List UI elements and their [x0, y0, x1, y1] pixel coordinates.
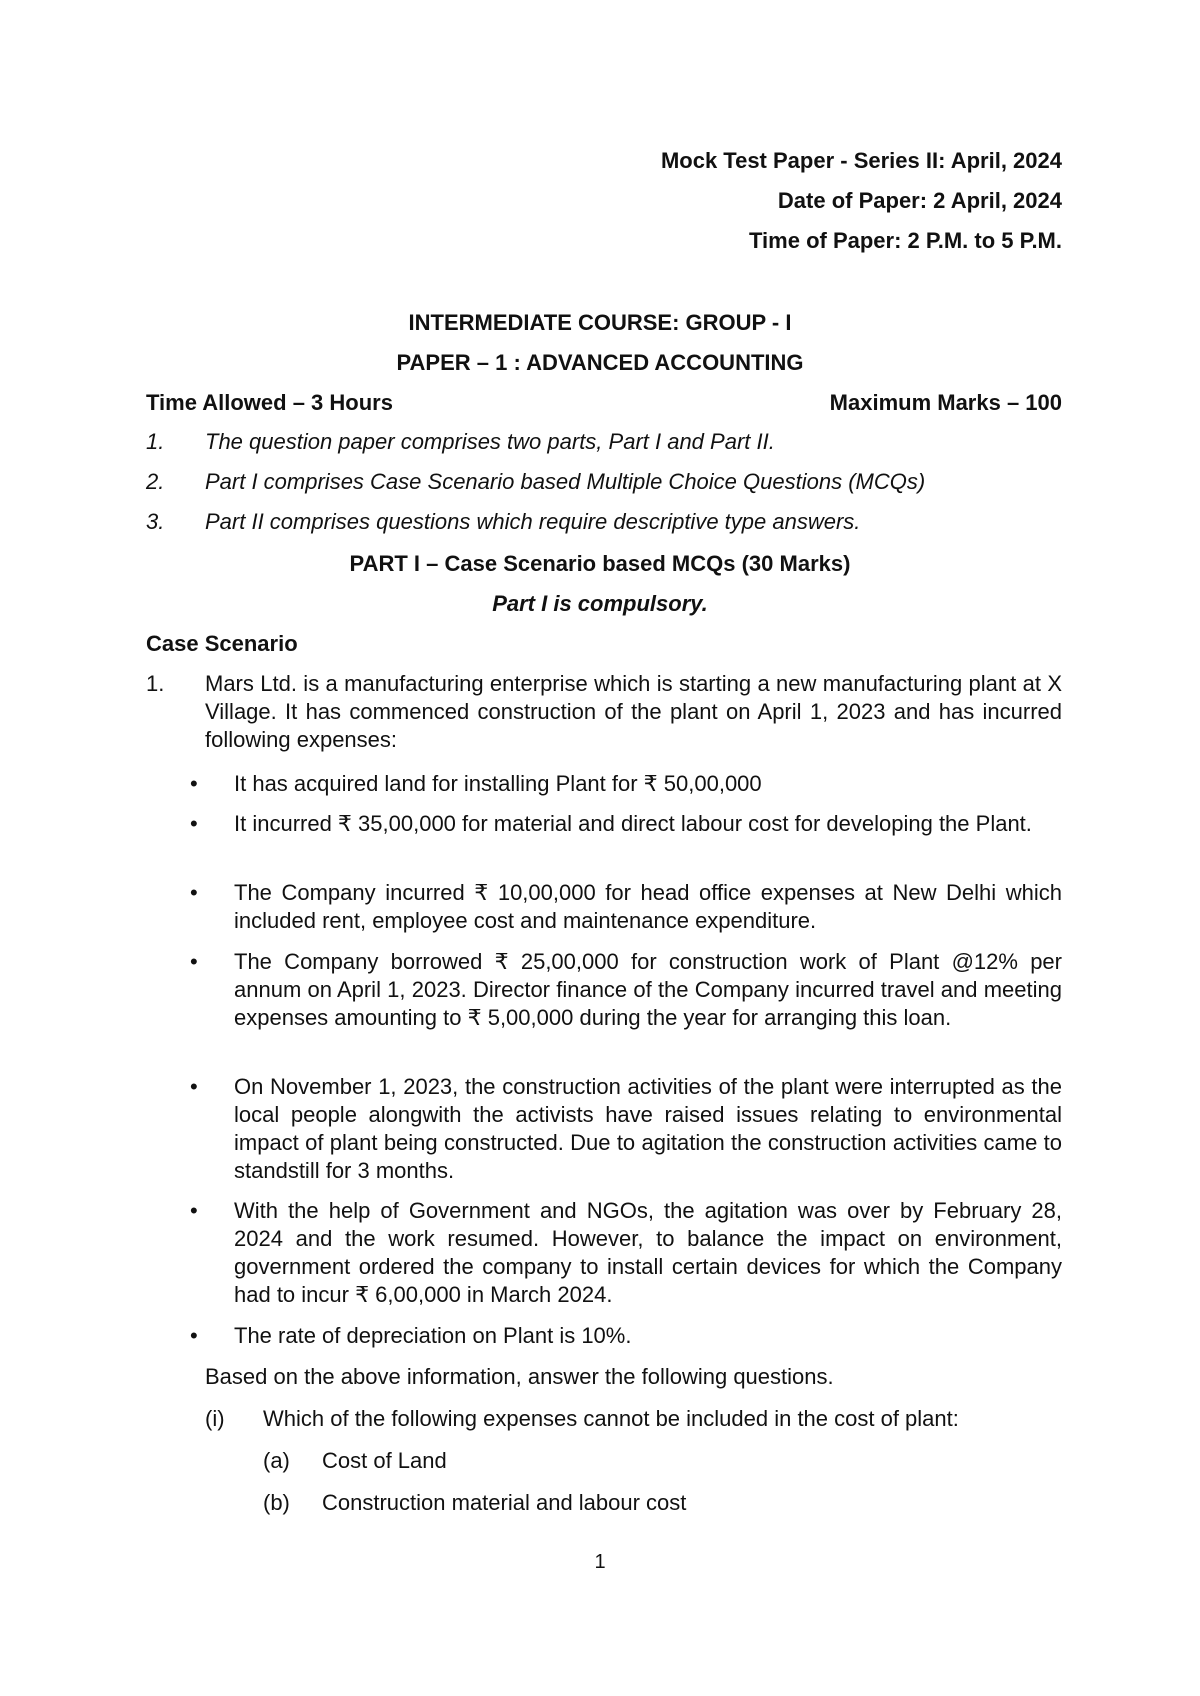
course-group-title: INTERMEDIATE COURSE: GROUP - I	[408, 310, 792, 335]
bullet-icon: •	[190, 880, 198, 905]
instruction-text: Part II comprises questions which require descriptive type answers.	[205, 509, 861, 534]
option-text: Cost of Land	[322, 1448, 447, 1473]
instruction-text: The question paper comprises two parts, Part I and Part II.	[205, 429, 775, 454]
page-number: 1	[594, 1551, 606, 1573]
case-scenario-heading: Case Scenario	[146, 631, 298, 656]
bullet-icon: •	[190, 1074, 198, 1099]
bullet-text: The Company incurred ₹ 10,00,000 for head office expenses at New Delhi which included rent, employee cost and maintenance expenditure.	[234, 880, 1062, 933]
bullet-icon: •	[190, 811, 198, 836]
bullet-text: With the help of Government and NGOs, the agitation was over by February 28, 2024 and the work resumed. However, to balance the impact on environment, government ordered the company to install certain devices for which the Company had to incur ₹ 6,00,000 in March 2024.	[234, 1198, 1062, 1307]
paper-title: PAPER – 1 : ADVANCED ACCOUNTING	[396, 350, 804, 375]
question-text: Which of the following expenses cannot be included in the cost of plant:	[263, 1406, 959, 1431]
bullet-icon: •	[190, 1323, 198, 1348]
bullet-text: On November 1, 2023, the construction activities of the plant were interrupted as the local people alongwith the activists have raised issues relating to environmental impact of plant being constructed. Due to agitation the construction activities came to standstill for 3 months.	[234, 1074, 1062, 1183]
question-number: (i)	[205, 1406, 225, 1431]
date-line: Date of Paper: 2 April, 2024	[777, 188, 1062, 213]
instruction-number: 2.	[146, 469, 165, 494]
option-label: (a)	[263, 1448, 290, 1473]
bullet-text: It incurred ₹ 35,00,000 for material and direct labour cost for developing the Plant.	[234, 811, 1032, 836]
case-intro: Mars Ltd. is a manufacturing enterprise which is starting a new manufacturing plant at X Village. It has commenced construction of the plant on April 1, 2023 and has incurred following expenses:	[205, 671, 1062, 752]
time-allowed: Time Allowed – 3 Hours	[146, 390, 393, 415]
bullet-text: The Company borrowed ₹ 25,00,000 for construction work of Plant @12% per annum on April 1, 2023. Director finance of the Company incurred travel and meeting expenses amounting to ₹ 5,00,000 during the year for arranging this loan.	[234, 949, 1062, 1030]
series-line: Mock Test Paper - Series II: April, 2024	[660, 148, 1062, 173]
bullet-icon: •	[190, 1198, 198, 1223]
part1-title: PART I – Case Scenario based MCQs (30 Marks)	[349, 551, 851, 576]
bullet-icon: •	[190, 771, 198, 796]
time-line: Time of Paper: 2 P.M. to 5 P.M.	[749, 228, 1062, 253]
bullet-text: It has acquired land for installing Plant for ₹ 50,00,000	[234, 771, 762, 796]
part1-subtitle: Part I is compulsory.	[492, 591, 708, 616]
instruction-text: Part I comprises Case Scenario based Multiple Choice Questions (MCQs)	[205, 469, 926, 494]
instruction-number: 1.	[146, 429, 165, 454]
option-text: Construction material and labour cost	[322, 1490, 687, 1515]
option-label: (b)	[263, 1490, 290, 1515]
bullet-icon: •	[190, 949, 198, 974]
maximum-marks: Maximum Marks – 100	[829, 390, 1062, 415]
case-number: 1.	[146, 671, 165, 696]
instruction-number: 3.	[146, 509, 165, 534]
bullet-text: The rate of depreciation on Plant is 10%.	[234, 1323, 632, 1348]
questions-prompt: Based on the above information, answer the following questions.	[205, 1364, 834, 1389]
